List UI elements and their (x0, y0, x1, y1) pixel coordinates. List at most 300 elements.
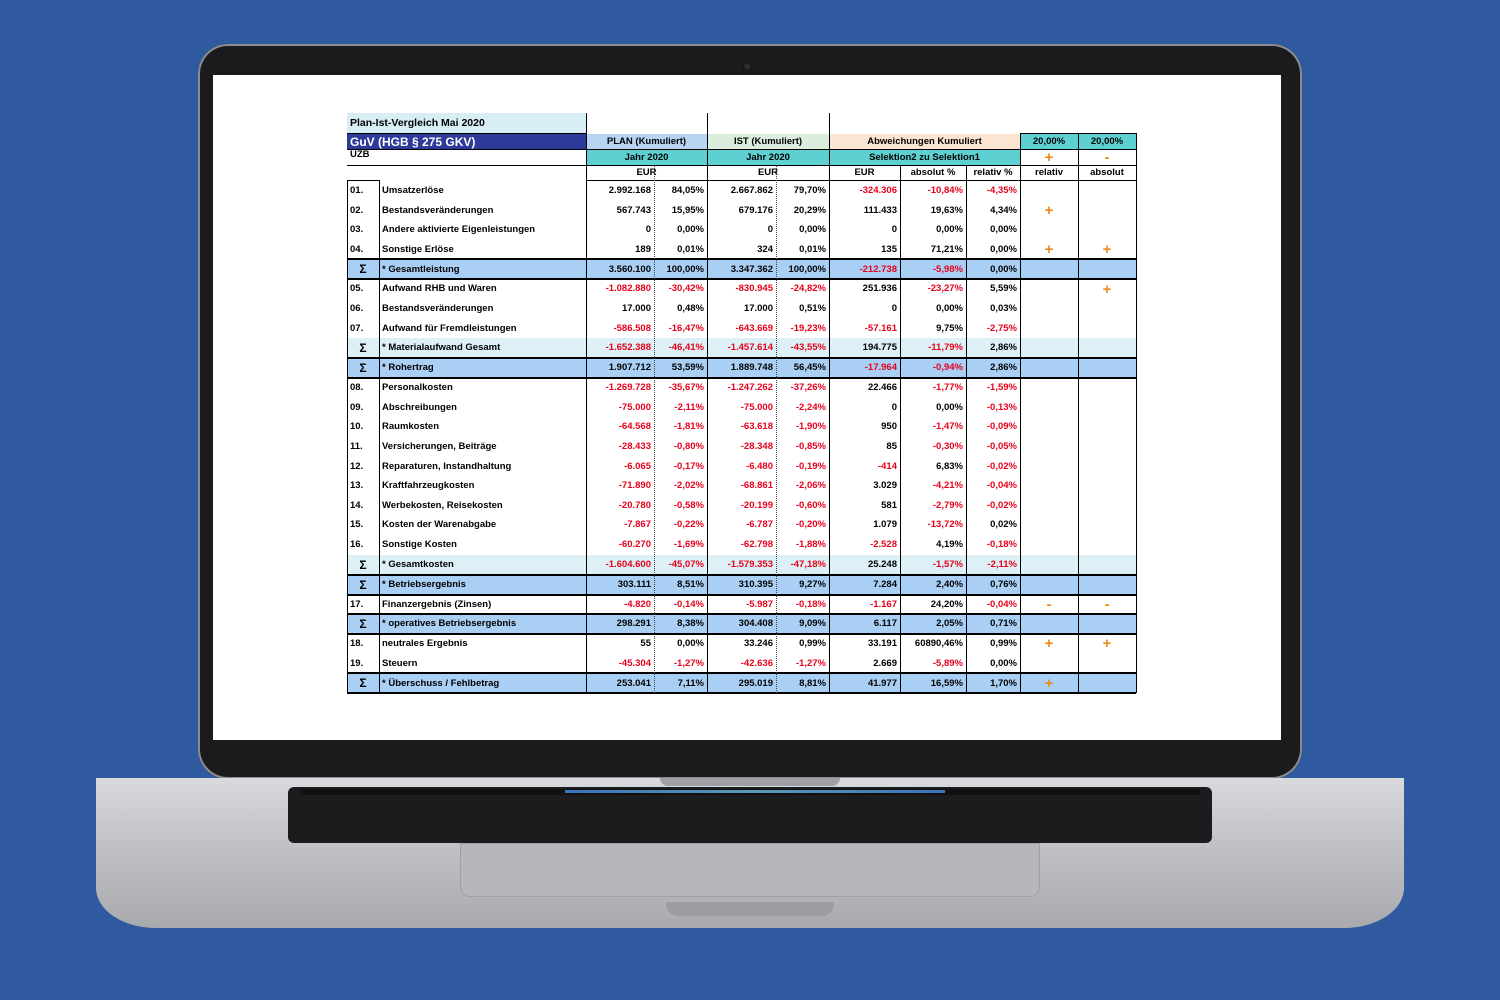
value-abw: -212.738 (859, 263, 897, 275)
camera-icon (744, 63, 751, 70)
row-label: Umsatzerlöse (382, 185, 444, 197)
value-ist: -5.987 (746, 598, 773, 610)
value-rel-pct: 0,00% (990, 224, 1017, 236)
value-abs-pct: -0,94% (932, 362, 963, 374)
value-rel-pct: -0,13% (986, 401, 1017, 413)
absolut-sign (1078, 358, 1136, 378)
row-label: Bestandsveränderungen (382, 204, 494, 216)
absolut-sign: + (1102, 280, 1112, 298)
relativ-sign (1020, 535, 1078, 555)
absolut-sign (1078, 457, 1136, 477)
value-plan-pct: 8,38% (677, 618, 704, 630)
row-number: Σ (359, 557, 367, 572)
row-number: 04. (350, 243, 364, 255)
value-abw: 135 (881, 243, 897, 255)
row-label: Reparaturen, Instandhaltung (382, 460, 512, 472)
value-plan-pct: -35,67% (668, 382, 704, 394)
value-ist: 324 (757, 243, 773, 255)
absolut-sign (1078, 673, 1136, 693)
value-abs-pct: -1,77% (932, 382, 963, 394)
row-label: * Materialaufwand Gesamt (382, 342, 501, 354)
value-plan-pct: -16,47% (668, 322, 704, 334)
absolut-sign (1078, 338, 1136, 358)
relativ-sign (1020, 417, 1078, 437)
value-ist-pct: 20,29% (793, 204, 826, 216)
relativ-sign (1020, 398, 1078, 418)
value-abs-pct: -4,21% (932, 480, 963, 492)
value-rel-pct: 5,59% (990, 283, 1017, 295)
value-abw: 6.117 (873, 618, 897, 630)
value-ist: -643.669 (735, 322, 773, 334)
value-ist: 2.667.862 (730, 185, 773, 197)
value-abs-pct: -1,57% (932, 558, 963, 570)
row-label: Aufwand für Fremdleistungen (382, 322, 517, 334)
value-rel-pct: -0,02% (986, 460, 1017, 472)
value-abw: 950 (881, 421, 897, 433)
relativ-sign (1020, 437, 1078, 457)
row-label: Versicherungen, Beiträge (382, 441, 497, 453)
value-ist-pct: 9,09% (799, 618, 826, 630)
absolut-sign (1078, 654, 1136, 674)
value-ist: 1.889.748 (730, 362, 773, 374)
value-plan-pct: -1,69% (673, 539, 704, 551)
value-plan: -71.890 (618, 480, 651, 492)
value-ist-pct: -24,82% (790, 283, 826, 295)
value-plan: -6.065 (624, 460, 651, 472)
grid-line (347, 165, 1136, 166)
value-ist: -28.348 (740, 441, 773, 453)
value-ist-pct: -1,88% (795, 539, 826, 551)
value-plan: 2.992.168 (608, 185, 651, 197)
value-ist-pct: -0,60% (795, 499, 826, 511)
value-rel-pct: 0,03% (990, 303, 1017, 315)
grid-line (1136, 133, 1137, 180)
grid-line (829, 113, 830, 180)
grid-line (347, 149, 1136, 150)
value-plan-pct: 0,00% (677, 638, 704, 650)
row-number: 01. (350, 185, 364, 197)
value-rel-pct: -1,59% (986, 382, 1017, 394)
value-plan-pct: -0,14% (673, 598, 704, 610)
value-plan: -586.508 (613, 322, 651, 334)
value-rel-pct: -0,09% (986, 421, 1017, 433)
relativ-sign: + (1044, 635, 1054, 653)
value-abw: 111.433 (863, 204, 897, 216)
absolut-sign (1078, 575, 1136, 595)
grid-line (347, 258, 1136, 260)
value-plan-pct: -1,81% (673, 421, 704, 433)
value-plan: -20.780 (618, 499, 651, 511)
value-plan: -1.082.880 (605, 283, 651, 295)
value-plan: 189 (635, 243, 651, 255)
value-plan: 17.000 (621, 303, 651, 315)
rel-pct-header: relativ % (973, 167, 1013, 179)
value-plan-pct: -0,17% (673, 460, 704, 472)
value-ist: -1.457.614 (727, 342, 773, 354)
grid-line (1020, 133, 1021, 180)
value-plan-pct: 84,05% (671, 185, 704, 197)
value-abs-pct: -10,84% (927, 185, 963, 197)
minus-sign: - (1104, 150, 1110, 165)
row-number: 12. (350, 460, 364, 472)
row-label: Werbekosten, Reisekosten (382, 499, 503, 511)
row-label: Sonstige Erlöse (382, 243, 454, 255)
selektion: Selektion2 zu Selektion1 (829, 150, 1020, 165)
value-ist-pct: -0,18% (795, 598, 826, 610)
value-abs-pct: -11,79% (928, 342, 963, 354)
sheet-title: Plan-Ist-Vergleich Mai 2020 (347, 113, 586, 133)
value-plan: 303.111 (617, 578, 651, 590)
value-ist-pct: -2,24% (795, 401, 826, 413)
screen (213, 75, 1281, 740)
value-abw: 33.191 (867, 638, 897, 650)
value-ist: 295.019 (738, 677, 773, 689)
row-number: Σ (359, 361, 367, 376)
value-abw: 1.079 (873, 519, 897, 531)
relativ-sign: + (1044, 241, 1054, 259)
grid-line (347, 692, 1136, 694)
value-rel-pct: 0,00% (990, 657, 1017, 669)
row-label: Kosten der Warenabgabe (382, 519, 497, 531)
value-plan-pct: -2,11% (674, 401, 704, 413)
value-ist: -6.787 (746, 519, 773, 531)
abweichungen-header: Abweichungen Kumuliert (829, 134, 1020, 149)
value-abs-pct: 71,21% (930, 243, 963, 255)
value-ist-pct: 100,00% (788, 263, 826, 275)
value-ist-pct: -0,85% (795, 441, 826, 453)
relativ-sign (1020, 220, 1078, 240)
value-abs-pct: -5,89% (932, 657, 963, 669)
value-ist: -1.579.353 (727, 558, 773, 570)
grid-line (707, 180, 708, 693)
relativ-sign (1020, 358, 1078, 378)
absolut-sign: + (1102, 635, 1112, 653)
row-number: 18. (350, 638, 364, 650)
value-abs-pct: -23,27% (927, 283, 963, 295)
value-abw: -2.528 (870, 539, 897, 551)
value-ist: 17.000 (743, 303, 773, 315)
laptop-hinge (660, 778, 840, 786)
grid-line (966, 166, 967, 693)
row-number: 16. (350, 539, 364, 551)
value-ist-pct: 0,01% (799, 243, 826, 255)
value-plan-pct: 8,51% (677, 578, 704, 590)
row-number: 11. (350, 441, 363, 453)
plan-currency: EUR (636, 167, 657, 179)
value-ist-pct: -1,27% (795, 657, 826, 669)
value-ist: 33.246 (743, 638, 773, 650)
value-ist: -42.636 (740, 657, 773, 669)
absolut-sign (1078, 220, 1136, 240)
relativ-sign (1020, 457, 1078, 477)
value-rel-pct: 0,99% (990, 638, 1017, 650)
value-ist: 3.347.362 (730, 263, 773, 275)
relativ-sign (1020, 181, 1078, 201)
value-plan: -28.433 (618, 441, 651, 453)
row-number: 02. (350, 204, 364, 216)
relativ-sign (1020, 614, 1078, 634)
value-ist: -68.861 (740, 480, 773, 492)
plan-year: Jahr 2020 (586, 150, 707, 165)
value-plan-pct: -1,27% (673, 657, 704, 669)
value-rel-pct: 0,02% (990, 519, 1017, 531)
value-abw: -414 (877, 460, 897, 472)
grid-line (829, 180, 830, 693)
value-abs-pct: 24,20% (930, 598, 963, 610)
abw-currency: EUR (854, 167, 875, 179)
value-ist: 304.408 (738, 618, 773, 630)
row-label: * Gesamtkosten (382, 558, 454, 570)
row-number: Σ (359, 341, 367, 356)
value-plan-pct: 0,01% (677, 243, 704, 255)
value-rel-pct: 2,86% (990, 342, 1017, 354)
value-rel-pct: -0,04% (986, 598, 1017, 610)
value-plan: 1.907.712 (608, 362, 651, 374)
row-number: 05. (350, 283, 364, 295)
value-abw: 194.775 (862, 342, 897, 354)
row-number: 14. (350, 499, 364, 511)
row-number: 03. (350, 224, 364, 236)
relativ-sign (1020, 654, 1078, 674)
absolut-sign (1078, 614, 1136, 634)
value-plan-pct: -45,07% (668, 558, 704, 570)
row-label: * Rohertrag (382, 362, 434, 374)
value-ist-pct: 0,00% (799, 224, 826, 236)
value-abw: 25.248 (867, 558, 897, 570)
value-abs-pct: -2,79% (932, 499, 963, 511)
value-plan: 3.560.100 (608, 263, 651, 275)
value-plan: -60.270 (618, 539, 651, 551)
value-plan-pct: -30,42% (668, 283, 704, 295)
grid-line (776, 166, 777, 693)
row-label: Aufwand RHB und Waren (382, 283, 497, 295)
value-ist-pct: 56,45% (793, 362, 826, 374)
value-abs-pct: 60890,46% (914, 638, 963, 650)
value-abw: 0 (891, 303, 897, 315)
absolut-sign (1078, 515, 1136, 535)
value-abs-pct: -1,47% (932, 421, 963, 433)
value-abs-pct: 19,63% (930, 204, 963, 216)
value-plan: -1.604.600 (605, 558, 651, 570)
value-abs-pct: 6,83% (936, 460, 963, 472)
percent-1: 20,00% (1020, 134, 1078, 149)
value-ist: 0 (767, 224, 773, 236)
value-ist-pct: -2,06% (795, 480, 826, 492)
relativ-sign (1020, 515, 1078, 535)
value-plan-pct: -0,58% (673, 499, 704, 511)
value-plan-pct: 7,11% (677, 677, 704, 689)
grid-line (347, 574, 1136, 576)
value-ist: 310.395 (738, 578, 773, 590)
value-plan-pct: -46,41% (668, 342, 704, 354)
value-ist-pct: 0,99% (799, 638, 826, 650)
relativ-sign (1020, 555, 1078, 575)
value-ist-pct: -1,90% (795, 421, 826, 433)
value-rel-pct: -2,11% (987, 558, 1017, 570)
absolut-sign (1078, 378, 1136, 398)
value-abs-pct: 2,40% (936, 578, 963, 590)
value-plan-pct: 100,00% (666, 263, 704, 275)
grid-line (379, 180, 380, 693)
value-plan: -64.568 (618, 421, 651, 433)
value-abw: 3.029 (873, 480, 897, 492)
value-abw: 41.977 (867, 677, 897, 689)
value-ist: -830.945 (735, 283, 773, 295)
value-abw: 0 (891, 224, 897, 236)
row-number: Σ (359, 617, 367, 632)
grid-line (900, 166, 901, 693)
value-abw: -57.161 (864, 322, 897, 334)
row-label: Finanzergebnis (Zinsen) (382, 598, 492, 610)
absolut-sign (1078, 319, 1136, 339)
value-plan-pct: -0,80% (673, 441, 704, 453)
absolut-sign (1078, 398, 1136, 418)
value-abw: 0 (891, 401, 897, 413)
value-plan: -7.867 (624, 519, 651, 531)
value-abs-pct: 2,05% (936, 618, 963, 630)
value-abw: 7.284 (873, 578, 897, 590)
row-number: 10. (350, 421, 364, 433)
value-plan: -1.269.728 (605, 382, 651, 394)
absolut-sign (1078, 437, 1136, 457)
relativ-sign: + (1044, 201, 1054, 219)
absolut-sign (1078, 496, 1136, 516)
value-rel-pct: -4,35% (986, 185, 1017, 197)
value-ist-pct: 79,70% (793, 185, 826, 197)
value-plan: 55 (640, 638, 651, 650)
row-label: Kraftfahrzeugkosten (382, 480, 475, 492)
value-plan-pct: -0,22% (673, 519, 704, 531)
row-number: 15. (350, 519, 364, 531)
value-rel-pct: 0,71% (990, 618, 1017, 630)
grid-line (1020, 180, 1021, 693)
absolut-sign (1078, 555, 1136, 575)
value-ist-pct: -43,55% (790, 342, 826, 354)
row-number: 09. (350, 401, 364, 413)
absolut-sign (1078, 181, 1136, 201)
value-abs-pct: 4,19% (936, 539, 963, 551)
trackpad (460, 843, 1040, 897)
value-plan: -75.000 (618, 401, 651, 413)
absolut-sign (1078, 299, 1136, 319)
ist-header: IST (Kumuliert) (707, 134, 829, 149)
value-rel-pct: -0,18% (986, 539, 1017, 551)
absolut-sign (1078, 417, 1136, 437)
relativ-sign (1020, 378, 1078, 398)
abs-pct-header: absolut % (910, 167, 956, 179)
grid-line (1136, 180, 1137, 693)
value-abs-pct: 0,00% (936, 224, 963, 236)
row-label: * Betriebsergebnis (382, 578, 466, 590)
relativ-sign (1020, 319, 1078, 339)
value-plan-pct: 0,00% (677, 224, 704, 236)
row-number: 06. (350, 303, 364, 315)
grid-line (707, 113, 708, 180)
absolut-sign (1078, 201, 1136, 221)
row-label: Raumkosten (382, 421, 440, 433)
guv-header: GuV (HGB § 275 GKV) (347, 134, 586, 149)
value-abw: -1.167 (870, 598, 897, 610)
relativ-sign (1020, 299, 1078, 319)
value-abw: 581 (881, 499, 897, 511)
touch-bar-highlight (565, 790, 945, 793)
row-number: 07. (350, 322, 364, 334)
relativ-sign (1020, 338, 1078, 358)
value-plan: -45.304 (618, 657, 651, 669)
row-label: Abschreibungen (382, 401, 457, 413)
value-rel-pct: -0,05% (986, 441, 1017, 453)
value-ist: -63.618 (740, 421, 773, 433)
value-abs-pct: -13,72% (927, 519, 963, 531)
plus-sign: + (1044, 150, 1054, 165)
absolut-sign (1078, 476, 1136, 496)
value-abs-pct: 0,00% (936, 401, 963, 413)
row-label: Sonstige Kosten (382, 539, 457, 551)
value-ist: -75.000 (740, 401, 773, 413)
value-ist: -62.798 (740, 539, 773, 551)
relativ-sign (1020, 496, 1078, 516)
row-label: Steuern (382, 657, 418, 669)
value-ist-pct: 0,51% (799, 303, 826, 315)
grid-line (586, 180, 587, 693)
grid-line (1078, 180, 1079, 693)
relativ-sign (1020, 279, 1078, 299)
value-ist-pct: -47,18% (790, 558, 826, 570)
value-plan-pct: 15,95% (671, 204, 704, 216)
value-plan: 298.291 (616, 618, 651, 630)
value-abs-pct: 9,75% (936, 322, 963, 334)
absolut-header: absolut (1090, 167, 1124, 179)
value-rel-pct: -0,02% (986, 499, 1017, 511)
value-plan: -1.652.388 (605, 342, 651, 354)
row-label: * operatives Betriebsergebnis (382, 618, 517, 630)
row-number: 13. (350, 480, 364, 492)
relativ-sign (1020, 259, 1078, 279)
value-plan: 0 (645, 224, 651, 236)
value-ist-pct: 8,81% (799, 677, 826, 689)
percent-2: 20,00% (1078, 134, 1136, 149)
row-label: neutrales Ergebnis (382, 638, 468, 650)
row-label: Personalkosten (382, 382, 453, 394)
relativ-sign: + (1044, 674, 1054, 692)
uzb-label: UZB (350, 150, 370, 160)
value-plan: 567.743 (616, 204, 651, 216)
value-ist: -20.199 (740, 499, 773, 511)
value-rel-pct: 4,34% (990, 204, 1017, 216)
row-number: 08. (350, 382, 364, 394)
value-ist-pct: -0,19% (795, 460, 826, 472)
grid-line (347, 180, 379, 181)
value-abw: 251.936 (862, 283, 897, 295)
value-abw: 22.466 (867, 382, 897, 394)
value-ist-pct: 9,27% (799, 578, 826, 590)
relativ-sign (1020, 575, 1078, 595)
absolut-sign (1078, 259, 1136, 279)
value-ist-pct: -0,20% (795, 519, 826, 531)
grid-line (347, 133, 586, 134)
absolut-sign (1078, 535, 1136, 555)
row-label: Bestandsveränderungen (382, 303, 494, 315)
value-plan-pct: -2,02% (673, 480, 704, 492)
value-abs-pct: 0,00% (936, 303, 963, 315)
value-plan: 253.041 (616, 677, 651, 689)
value-abs-pct: -0,30% (932, 441, 963, 453)
absolut-sign: + (1102, 241, 1112, 259)
value-ist: -1.247.262 (727, 382, 773, 394)
value-ist: 679.176 (738, 204, 773, 216)
grid-line (1078, 133, 1079, 180)
value-rel-pct: 2,86% (990, 362, 1017, 374)
